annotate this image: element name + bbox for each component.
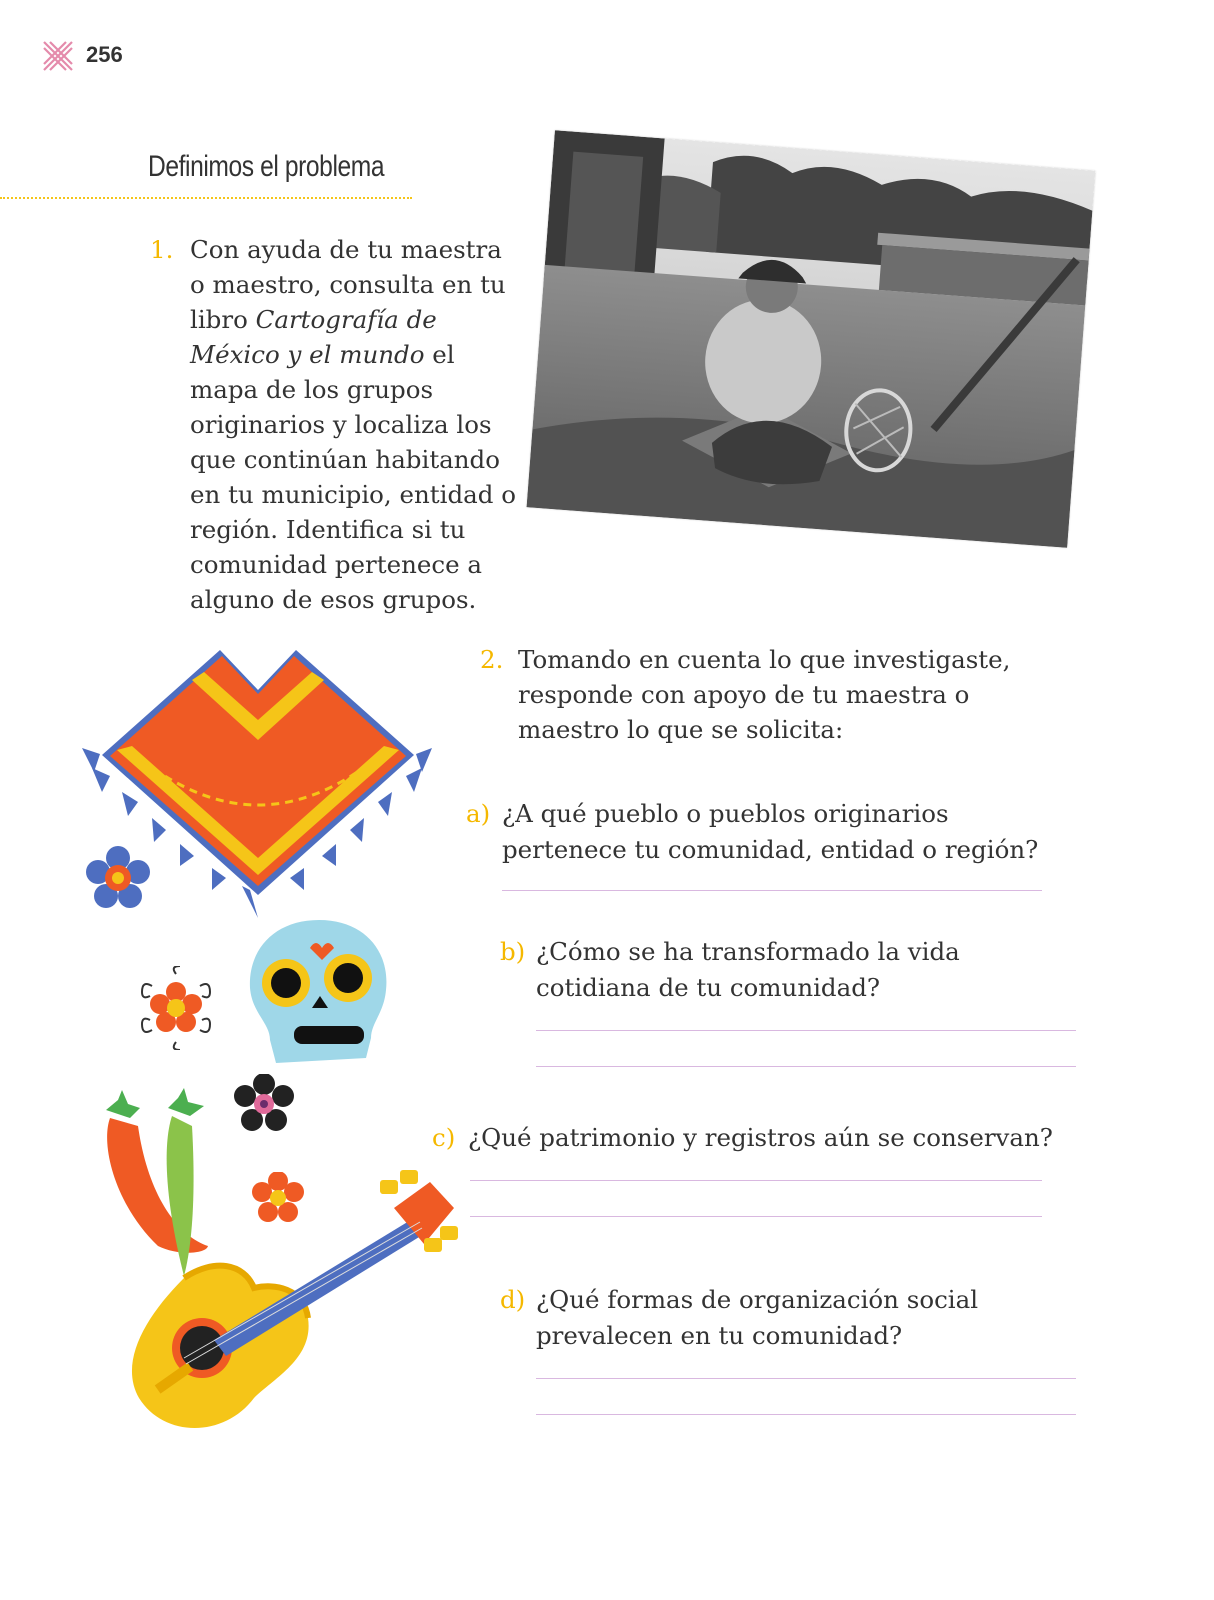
subquestion-d-label: d) xyxy=(500,1285,526,1314)
question-1-number: 1. xyxy=(150,235,174,264)
answer-line[interactable] xyxy=(536,1066,1076,1067)
dark-flower-icon xyxy=(234,1074,294,1134)
answer-line[interactable] xyxy=(536,1414,1076,1415)
answer-line[interactable] xyxy=(470,1180,1042,1181)
subquestion-d-text: ¿Qué formas de organización social prevalecen en tu comunidad? xyxy=(536,1285,979,1350)
sugar-skull-icon xyxy=(246,918,392,1068)
book-title: Cartografía de México y el mundo xyxy=(190,305,437,369)
answer-line[interactable] xyxy=(536,1378,1076,1379)
subquestion-b-text: ¿Cómo se ha transformado la vida cotidiana de tu comunidad? xyxy=(536,937,960,1002)
subquestion-b-label: b) xyxy=(500,937,526,966)
title-divider xyxy=(0,197,412,199)
answer-line[interactable] xyxy=(470,1216,1042,1217)
answer-line[interactable] xyxy=(536,1030,1076,1031)
subquestion-d xyxy=(500,1282,1080,1362)
subquestion-a-text: ¿A qué pueblo o pueblos originarios pertenece tu comunidad, entidad o región? xyxy=(502,799,1039,864)
blue-flower-icon xyxy=(86,846,150,910)
question-2-text: Tomando en cuenta lo que investigaste, responde con apoyo de tu maestra o maestro lo que se solicita: xyxy=(518,645,1011,744)
answer-line[interactable] xyxy=(502,890,1042,891)
photo-elder-woman xyxy=(527,130,1096,548)
question-1-text: Con ayuda de tu maestra o maestro, consulta en tu libro Cartografía de México y el mundo el mapa de los grupos originarios y localiza los que continúan habitando en tu municipio, entidad o región. Identifica si tu comunidad pertenece a alguno de esos grupos. xyxy=(190,235,516,614)
page-number: 256 xyxy=(86,42,123,67)
page-ornament-icon xyxy=(40,38,76,74)
orange-flower-swirl-icon xyxy=(132,966,220,1050)
subquestion-c-label: c) xyxy=(432,1123,456,1152)
section-title: Definimos el problema xyxy=(148,150,385,183)
subquestion-c xyxy=(432,1120,1052,1160)
subquestion-c-text: ¿Qué patrimonio y registros aún se conservan? xyxy=(468,1123,1053,1152)
subquestion-a-label: a) xyxy=(466,799,491,828)
guitar-icon xyxy=(124,1168,458,1442)
subquestion-b xyxy=(500,934,1080,1014)
subquestion-a xyxy=(466,796,1056,876)
question-2-number: 2. xyxy=(480,645,504,674)
